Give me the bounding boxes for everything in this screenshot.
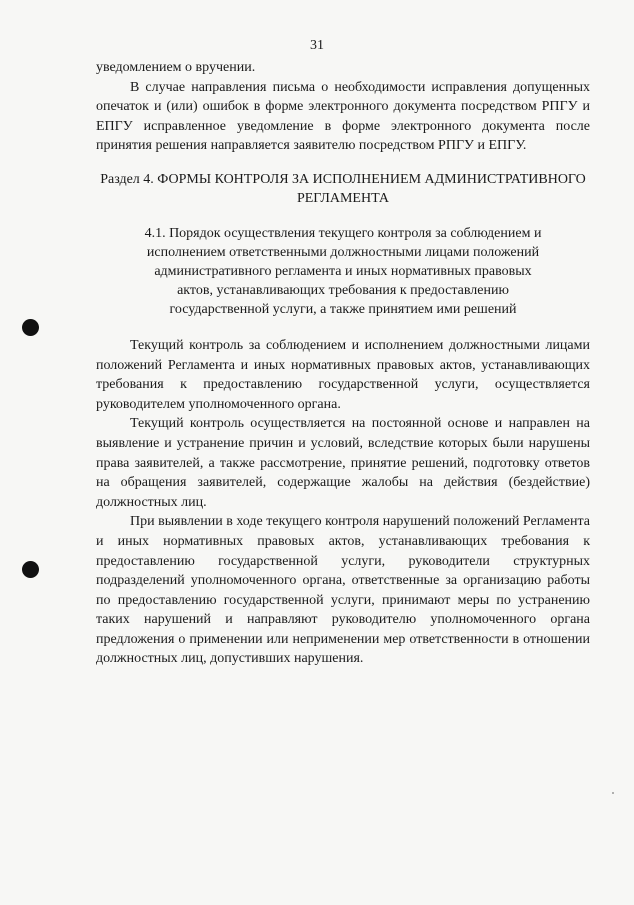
paragraph-current-control: Текущий контроль за соблюдением и исполнением должностными лицами положений Регламента и иных нормативных правовых актов, устанавливающих требования к предоставлению государственной услуги, осуществляется руководителем уполномоченного органа. [96,337,590,412]
subsection-title: 4.1. Порядок осуществления текущего контроля за соблюдением и исполнением ответственными должностными лицами положений административного регламента и иных нормативных правовых актов, устанавливающих требования к предоставлению государственной услуги, а также принятием ими решений [144,225,542,317]
paragraph-control-basis: Текущий контроль осуществляется на постоянной основе и направлен на выявление и устранение причин и условий, вследствие которых были нарушены права заявителей, а также рассмотрение, принятие решений, подготовку ответов на обращения заявителей, содержащие жалобы на действия (бездействие) должностных лиц. [96,416,590,510]
section-title: Раздел 4. ФОРМЫ КОНТРОЛЯ ЗА ИСПОЛНЕНИЕМ АДМИНИСТРАТИВНОГО РЕГЛАМЕНТА [100,171,586,206]
punch-hole-top [22,319,39,336]
document-body [96,58,590,669]
scan-speck [612,792,614,794]
page-number: 31 [310,38,324,53]
paragraph-continuation: уведомлением о вручении. [96,60,256,75]
paragraph-violations: При выявлении в ходе текущего контроля нарушений положений Регламента и иных нормативных правовых актов, устанавливающих требования к предоставлению государственной услуги, руководители структурных подразделений уполномоченного органа, ответственные за организацию работы по предоставлению государственной услуги, принимают меры по устранению таких нарушений и направляют руководителю уполномоченного органа предложения о применении или неприменении мер ответственности в отношении должностных лиц, допустивших нарушения. [96,514,590,667]
punch-hole-bottom [22,561,39,578]
paragraph-correction-notice: В случае направления письма о необходимости исправления допущенных опечаток и (или) ошибок в форме электронного документа посредством РПГУ и ЕПГУ исправленное уведомление в форме электронного документа после принятия решения направляется заявителю посредством РПГУ и ЕПГУ. [96,79,590,154]
